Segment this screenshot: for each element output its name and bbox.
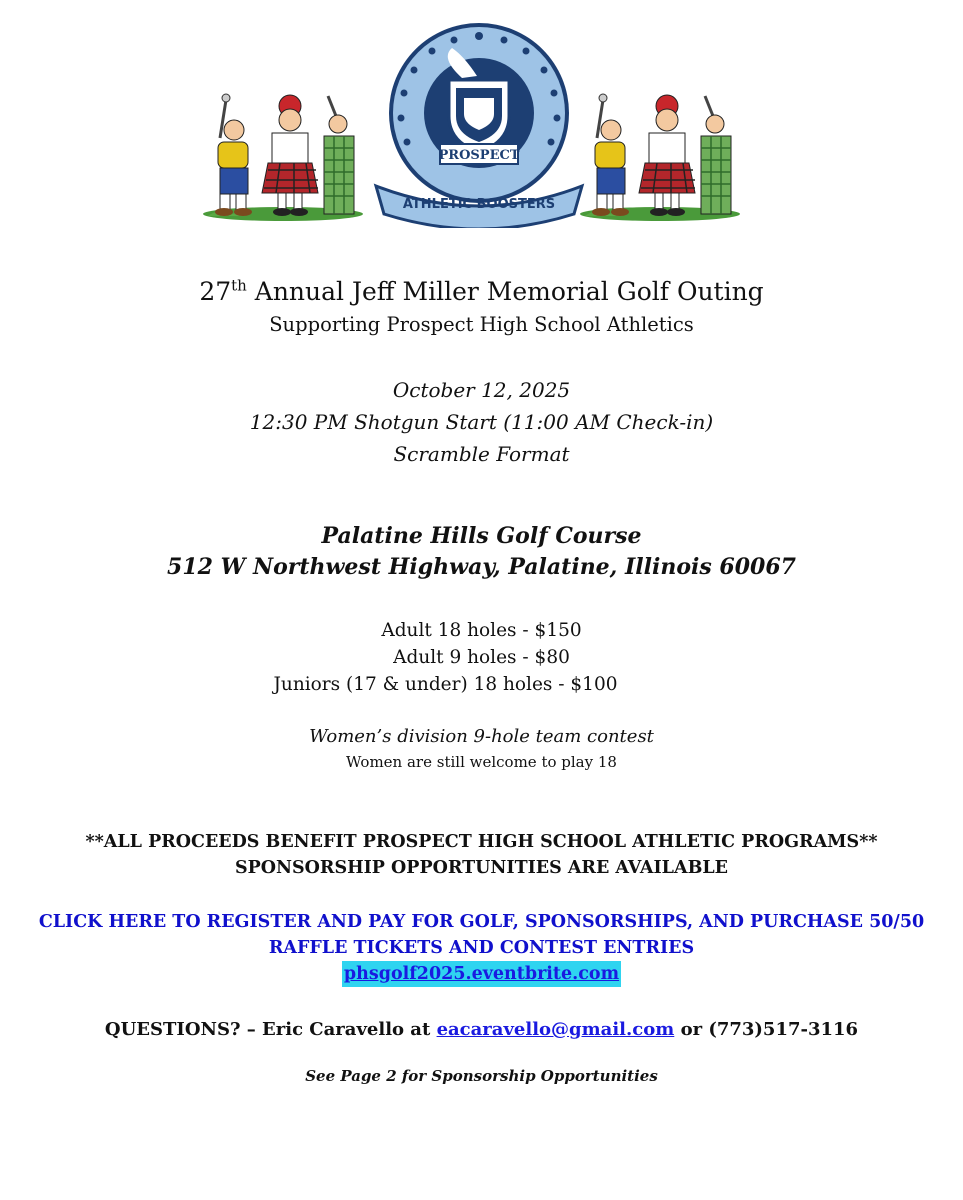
prospect-athletic-boosters-logo: [364, 18, 594, 228]
sponsorship-notice: SPONSORSHIP OPPORTUNITIES ARE AVAILABLE: [234, 858, 729, 878]
contact-line: [0, 1016, 963, 1044]
womens-note: Women are still welcome to play 18: [346, 753, 617, 771]
announcements: [0, 829, 963, 881]
flyer-header: [0, 0, 963, 240]
title-text: Annual Jeff Miller Memorial Golf Outing: [246, 277, 764, 306]
contact-separator: or: [674, 1019, 709, 1040]
contact-prefix: QUESTIONS? – Eric Caravello at: [104, 1019, 437, 1040]
footer-note: See Page 2 for Sponsorship Opportunities: [305, 1067, 658, 1085]
register-call-to-action-cont[interactable]: RAFFLE TICKETS AND CONTEST ENTRIES: [268, 938, 695, 958]
event-subtitle: Supporting Prospect High School Athletics: [269, 313, 694, 336]
price-item: Juniors (17 & under) 18 holes - $100: [273, 674, 618, 695]
womens-division: Women’s division 9-hole team contest: [309, 726, 654, 747]
eventbrite-link[interactable]: phsgolf2025.eventbrite.com: [342, 961, 621, 987]
venue-address: 512 W Northwest Highway, Palatine, Illinois 60067: [167, 554, 796, 580]
contact-email-link[interactable]: eacaravello@gmail.com: [436, 1019, 675, 1040]
proceeds-notice: **ALL PROCEEDS BENEFIT PROSPECT HIGH SCHOOL ATHLETIC PROGRAMS**: [85, 832, 878, 852]
title-ordinal-number: 27: [199, 277, 232, 306]
title-ordinal-suffix: th: [231, 276, 247, 295]
registration-section: [0, 909, 963, 987]
logo-school-text: PROSPECT: [438, 148, 520, 163]
event-format: Scramble Format: [393, 442, 570, 466]
logo-banner-text: ATHLETIC BOOSTERS: [402, 197, 556, 212]
price-item: Adult 9 holes - $80: [393, 647, 570, 668]
golfers-cartoon-icon: [575, 88, 745, 223]
golfers-cartoon-icon: [198, 88, 368, 223]
event-date: October 12, 2025: [392, 378, 571, 402]
event-schedule: [0, 374, 963, 470]
pricing-list: [0, 617, 963, 698]
event-title: [0, 274, 963, 310]
event-start-time: 12:30 PM Shotgun Start (11:00 AM Check-in): [249, 410, 714, 434]
venue-info: [0, 521, 963, 583]
register-call-to-action[interactable]: CLICK HERE TO REGISTER AND PAY FOR GOLF, SPONSORSHIPS, AND PURCHASE 50/50: [38, 912, 925, 932]
contact-phone: (773)517-3116: [708, 1019, 859, 1040]
venue-name: Palatine Hills Golf Course: [321, 523, 642, 549]
price-item: Adult 18 holes - $150: [381, 620, 582, 641]
